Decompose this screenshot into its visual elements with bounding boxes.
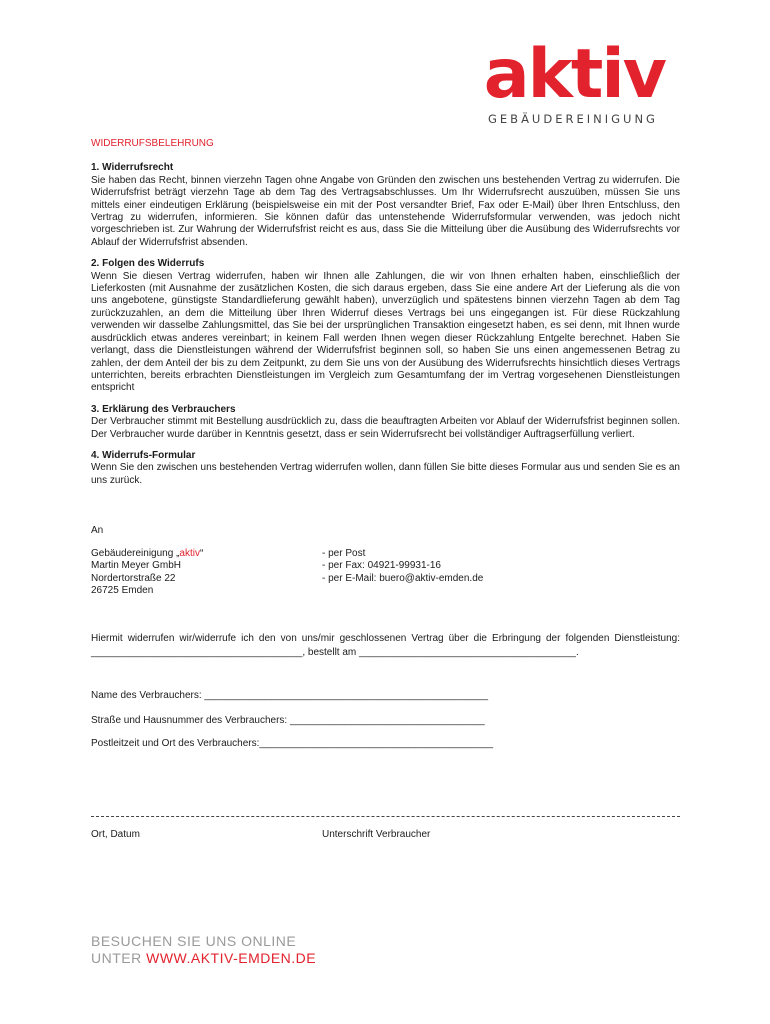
- main-content: [91, 138, 680, 496]
- company-name: Martin Meyer GmbH: [91, 560, 182, 572]
- footer-prefix: UNTER: [91, 950, 147, 966]
- send-option-email: - per E-Mail: buero@aktiv-emden.de: [322, 572, 484, 584]
- consumer-name-blank[interactable]: ___________________________________________________: [204, 690, 489, 701]
- declaration-text-start: Hiermit widerrufen wir/widerrufe ich den von uns/mir geschlossenen Vertrag über die Erbringung der folgenden Dienstleistung:: [91, 633, 680, 644]
- section-heading: 4. Widerrufs-Formular: [91, 449, 196, 461]
- order-date-blank[interactable]: _______________________________________: [359, 647, 576, 658]
- website-link[interactable]: WWW.AKTIV-EMDEN.DE: [146, 950, 317, 966]
- company-city: 26725 Emden: [91, 585, 154, 597]
- section-formular: [91, 450, 680, 487]
- signature-label: Unterschrift Verbraucher: [322, 829, 431, 840]
- company-logo: [483, 35, 665, 114]
- company-line: [91, 548, 203, 560]
- section-heading: 1. Widerrufsrecht: [91, 162, 174, 174]
- consumer-city-blank[interactable]: __________________________________________: [259, 738, 494, 749]
- section-folgen: [91, 258, 680, 394]
- section-heading: 2. Folgen des Widerrufs: [91, 258, 205, 270]
- recipient-address: [91, 548, 203, 598]
- footer: [91, 933, 316, 967]
- send-option-fax: - per Fax: 04921-99931-16: [322, 560, 441, 572]
- section-body: Der Verbraucher stimmt mit Bestellung ausdrücklich zu, dass die beauftragten Arbeiten vor Ablauf der Widerrufsfrist beginnen sollen. Der Verbraucher wurde darüber in Kenntnis gesetzt, dass er sein Widerrufsrecht bei vollständiger Auftragserfüllung verliert.: [91, 416, 680, 440]
- footer-line-2: [91, 950, 316, 967]
- section-body: Wenn Sie den zwischen uns bestehenden Vertrag widerrufen wollen, dann füllen Sie bitte dieses Formular aus und senden Sie es an uns zurück.: [91, 462, 680, 486]
- consumer-city-field: [91, 738, 493, 749]
- logo-wordmark: aktiv: [483, 35, 665, 114]
- service-blank[interactable]: ______________________________________: [91, 647, 303, 658]
- consumer-street-blank[interactable]: ___________________________________: [289, 715, 485, 726]
- send-option-post: - per Post: [322, 548, 366, 559]
- consumer-street-field: [91, 715, 485, 726]
- company-street: Nordertorstraße 22: [91, 572, 176, 584]
- logo-subtitle: GEBÄUDEREINIGUNG: [488, 112, 658, 126]
- section-body: Wenn Sie diesen Vertrag widerrufen, haben wir Ihnen alle Zahlungen, die wir von Ihnen erhalten haben, einschließlich der Lieferkosten (mit Ausnahme der zusätzlichen Kosten, die sich daraus ergeben, dass Sie eine andere Art der Lieferung als die von uns angebotene, günstigste Standardlieferung gewählt haben), unverzüglich und spätestens binnen vierzehn Tagen ab dem Tag zurückzuzahlen, an dem die Mitteilung über Ihren Widerruf dieses Vertrags bei uns eingegangen ist. Für diese Rückzahlung verwenden wir dasselbe Zahlungsmittel, das Sie bei der ursprünglichen Transaktion eingesetzt haben, es sei denn, mit Ihnen wurde ausdrücklich etwas anderes vereinbart; in keinem Fall werden Ihnen wegen dieser Rückzahlung Entgelte berechnet. Haben Sie verlangt, dass die Dienstleistungen während der Widerrufsfrist beginnen soll, so haben Sie uns einen angemessenen Betrag zu zahlen, der dem Anteil der bis zu dem Zeitpunkt, zu dem Sie uns von der Ausübung des Widerrufsrechts hinsichtlich dieses Vertrags unterrichten, bereits erbrachten Dienstleistungen im Vergleich zum Gesamtumfang der im Vertrag vorgesehenen Dienstleistungen entspricht: [91, 270, 680, 394]
- declaration-text-mid: , bestellt am: [302, 647, 360, 658]
- recipient-label: An: [91, 525, 104, 536]
- footer-line-1: BESUCHEN SIE UNS ONLINE: [91, 933, 297, 949]
- consumer-name-label: Name des Verbrauchers:: [91, 690, 205, 701]
- withdrawal-declaration: [91, 632, 680, 660]
- company-brand: aktiv: [179, 548, 200, 559]
- send-options: [322, 548, 483, 585]
- place-date-label: Ort, Datum: [91, 829, 140, 840]
- consumer-street-label: Straße und Hausnummer des Verbrauchers:: [91, 715, 290, 726]
- company-suffix: “: [199, 548, 204, 559]
- section-heading: 3. Erklärung des Verbrauchers: [91, 403, 236, 415]
- section-erklaerung: [91, 404, 680, 441]
- declaration-text-end: .: [575, 647, 579, 658]
- consumer-name-field: [91, 690, 488, 701]
- document-title: WIDERRUFSBELEHRUNG: [91, 138, 214, 149]
- signature-rule: [91, 816, 680, 817]
- section-body: Sie haben das Recht, binnen vierzehn Tagen ohne Angabe von Gründen den zwischen uns bestehenden Vertrag zu widerrufen. Die Widerrufsfrist beträgt vierzehn Tage ab dem Tag des Vertragsabschlusses. Um Ihr Widerrufsrecht auszuüben, müssen Sie uns mittels einer eindeutigen Erklärung (beispielsweise ein mit der Post versandter Brief, Fax oder E-Mail) über Ihren Entschluss, den Vertrag zu widerrufen, informieren. Sie können dafür das untenstehende Widerrufsformular verwenden, was jedoch nicht vorgeschrieben ist. Zur Wahrung der Widerrufsfrist reicht es aus, dass Sie die Mitteilung über die Ausübung des Widerrufsrechts vor Ablauf der Widerrufsfrist absenden.: [91, 174, 680, 248]
- company-prefix: Gebäudereinigung „: [91, 548, 180, 559]
- section-widerrufsrecht: [91, 162, 680, 249]
- consumer-city-label: Postleitzeit und Ort des Verbrauchers:: [91, 738, 260, 749]
